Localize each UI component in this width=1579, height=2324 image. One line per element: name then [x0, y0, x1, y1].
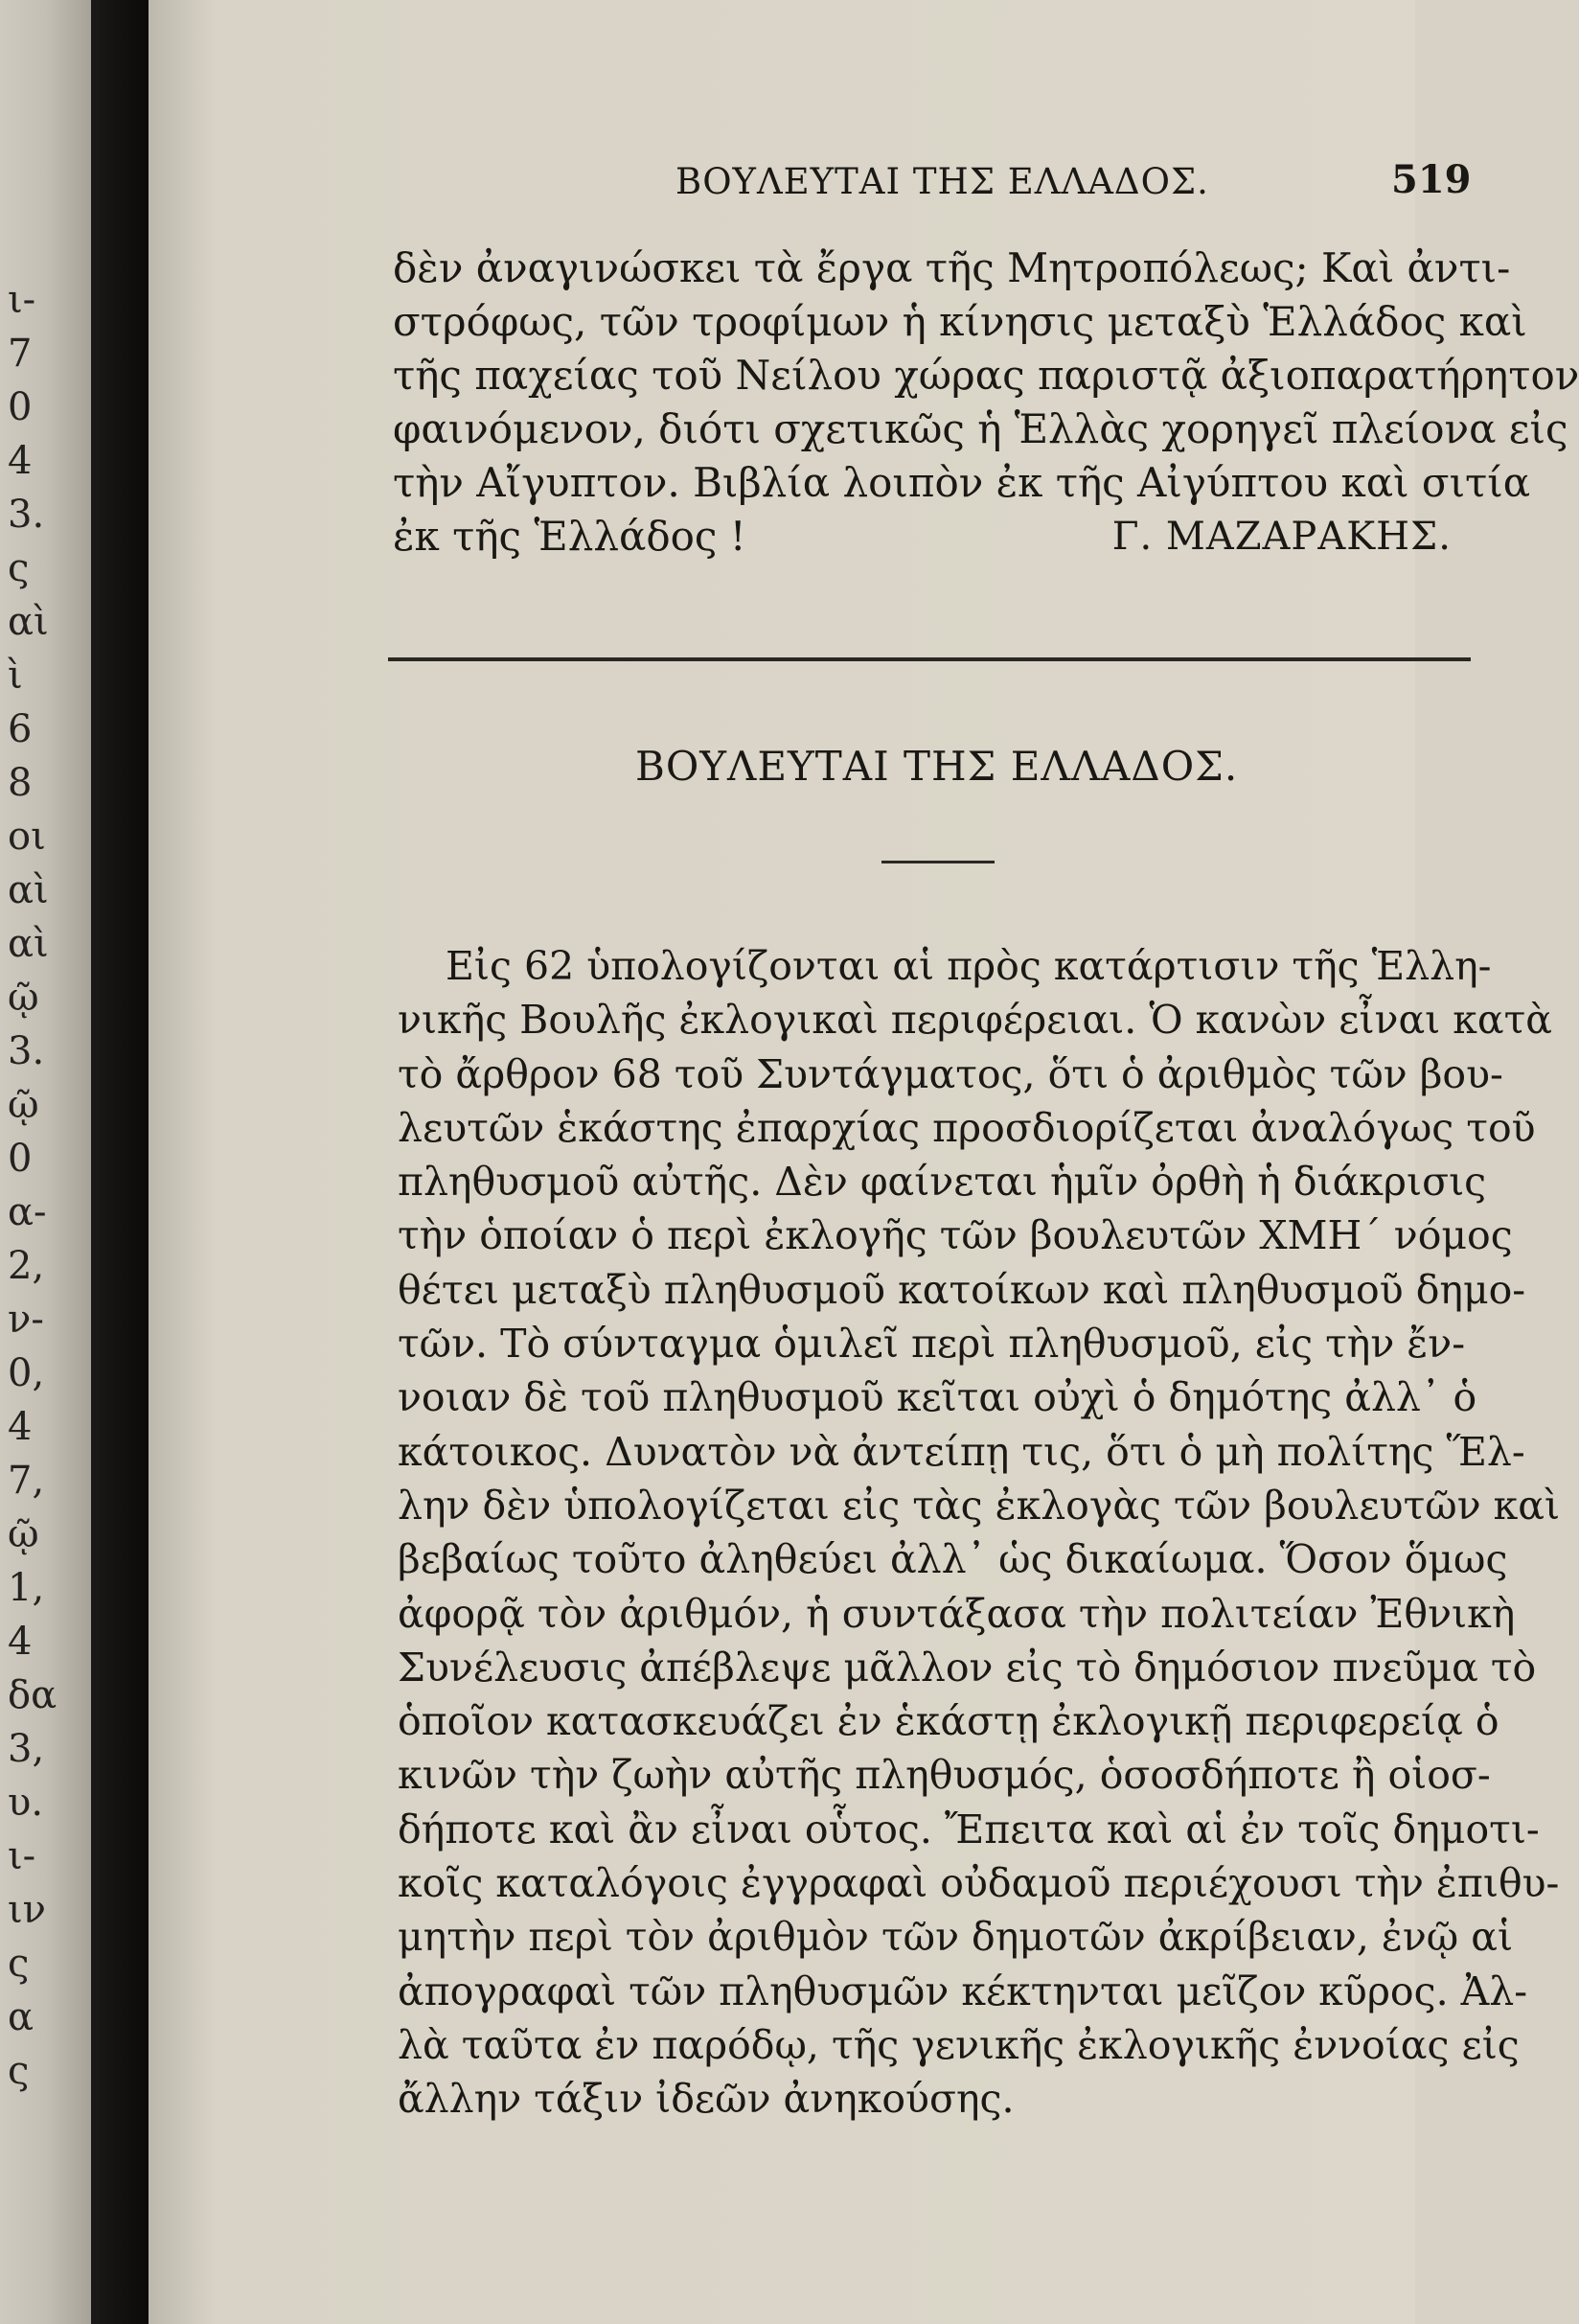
text-line: κάτοικος. Δυνατὸν νὰ ἀντείπῃ τις, ὅτι ὁ μὴ πολίτης Ἕλ-: [398, 1428, 1525, 1475]
facing-page-fragment: ιν: [8, 1888, 46, 1932]
running-head: ΒΟΥΛΕΥΤΑΙ ΤΗΣ ΕΛΛΑΔΟΣ.: [675, 161, 1209, 202]
facing-page-fragment: 6: [8, 707, 33, 751]
text-line: πληθυσμοῦ αὐτῆς. Δὲν φαίνεται ἡμῖν ὀρθὴ ἡ διάκρισις: [398, 1159, 1487, 1206]
facing-page-fragment: α-: [8, 1190, 47, 1234]
facing-page-fragment: 7: [8, 332, 33, 376]
text-line: βεβαίως τοῦτο ἀληθεύει ἀλλ᾽ ὡς δικαίωμα. Ὅσον ὅμως: [398, 1536, 1508, 1583]
facing-page-fragment: οι: [8, 815, 46, 859]
facing-page-fragment: 3.: [8, 1029, 45, 1073]
facing-page-fragment: ς: [8, 546, 30, 590]
facing-page-fragment: ν-: [8, 1298, 44, 1342]
book-gutter: [91, 0, 149, 2324]
text-line: θέτει μεταξὺ πληθυσμοῦ κατοίκων καὶ πληθυσμοῦ δημο-: [398, 1266, 1526, 1313]
text-line: νοιαν δὲ τοῦ πληθυσμοῦ κεῖται οὐχὶ ὁ δημότης ἀλλ᾽ ὁ: [398, 1374, 1477, 1421]
facing-page-fragment: ι-: [8, 278, 36, 322]
facing-page-fragment: 0,: [8, 1351, 45, 1395]
text-line: ἐκ τῆς Ἑλλάδος !: [393, 513, 746, 560]
facing-page-fragment: ς: [8, 1942, 30, 1986]
text-line: λευτῶν ἑκάστης ἐπαρχίας προσδιορίζεται ἀναλόγως τοῦ: [398, 1104, 1536, 1151]
text-line: ἀφορᾷ τὸν ἀριθμόν, ἡ συντάξασα τὴν πολιτείαν Ἐθνικὴ: [398, 1590, 1516, 1637]
facing-page-fragment: 4: [8, 1620, 33, 1664]
author-signature: Γ. ΜΑΖΑΡΑΚΗΣ.: [1111, 515, 1452, 559]
facing-page-fragment: ὶ: [8, 654, 23, 698]
text-line: τὴν Αἴγυπτον. Βιβλία λοιπὸν ἐκ τῆς Αἰγύπτου καὶ σιτία: [393, 459, 1531, 506]
text-line: μητὴν περὶ τὸν ἀριθμὸν τῶν δημοτῶν ἀκρίβειαν, ἐνῷ αἱ: [398, 1914, 1514, 1961]
facing-page-fragment: 2,: [8, 1244, 45, 1288]
facing-page-fragment: αὶ: [8, 922, 49, 966]
text-line: νικῆς Βουλῆς ἐκλογικαὶ περιφέρειαι. Ὁ κανὼν εἶναι κατὰ: [398, 997, 1552, 1044]
facing-page-fragment: 4: [8, 439, 33, 483]
article-body: [398, 939, 1561, 2127]
facing-page-fragment: δα: [8, 1673, 57, 1717]
text-line: τὴν ὁποίαν ὁ περὶ ἐκλογῆς τῶν βουλευτῶν ΧΜΗ΄ νόμος: [398, 1212, 1513, 1259]
text-line: ὁποῖον κατασκευάζει ἐν ἑκάστῃ ἐκλογικῇ περιφερείᾳ ὁ: [398, 1698, 1499, 1745]
facing-page-fragment: ῷ: [8, 976, 39, 1020]
facing-page-fragment: 3.: [8, 493, 45, 537]
facing-page-fragment: ς: [8, 2049, 30, 2093]
facing-page-fragment: 4: [8, 1405, 33, 1449]
text-line: Συνέλευσις ἀπέβλεψε μᾶλλον εἰς τὸ δημόσιον πνεῦμα τὸ: [398, 1644, 1537, 1691]
facing-page-fragment: ι-: [8, 1834, 36, 1878]
section-title: ΒΟΥΛΕΥΤΑΙ ΤΗΣ ΕΛΛΑΔΟΣ.: [635, 743, 1239, 790]
text-line: ἀπογραφαὶ τῶν πληθυσμῶν κέκτηνται μεῖζον κῦρος. Ἀλ-: [398, 1967, 1528, 2014]
text-line: δήποτε καὶ ἂν εἶναι οὗτος. Ἔπειτα καὶ αἱ ἐν τοῖς δημοτι-: [398, 1806, 1540, 1852]
text-line: Εἰς 62 ὑπολογίζονται αἱ πρὸς κατάρτισιν τῆς Ἑλλη-: [446, 943, 1492, 989]
facing-page-fragment: αὶ: [8, 600, 49, 644]
text-line: στρόφως, τῶν τροφίμων ἡ κίνησις μεταξὺ Ἑλλάδος καὶ: [393, 298, 1527, 345]
closing-line: [393, 510, 1452, 564]
facing-page-fragment: 3,: [8, 1727, 45, 1771]
facing-page-fragment: ῷ: [8, 1083, 39, 1127]
text-line: τῶν. Τὸ σύνταγμα ὁμιλεῖ περὶ πληθυσμοῦ, εἰς τὴν ἔν-: [398, 1321, 1466, 1368]
facing-page-fragment: 0: [8, 385, 33, 429]
facing-page-fragment: ῷ: [8, 1512, 39, 1556]
facing-page-fragment: 8: [8, 761, 33, 805]
text-line: κοῖς καταλόγοις ἐγγραφαὶ οὐδαμοῦ περιέχουσι τὴν ἐπιθυ-: [398, 1860, 1560, 1907]
section-divider: [388, 657, 1471, 661]
text-line: ἄλλην τάξιν ἰδεῶν ἀνηκούσης.: [398, 2076, 1015, 2123]
facing-page-fragment: α: [8, 1995, 34, 2039]
book-page: [149, 0, 1579, 2324]
text-line: λην δὲν ὑπολογίζεται εἰς τὰς ἐκλογὰς τῶν βουλευτῶν καὶ: [398, 1482, 1561, 1529]
text-line: δὲν ἀναγινώσκει τὰ ἔργα τῆς Μητροπόλεως; Καὶ ἀντι-: [393, 244, 1511, 291]
facing-page-fragment: 1,: [8, 1566, 45, 1610]
facing-page-fragment: αὶ: [8, 868, 49, 912]
title-underline: [881, 861, 995, 863]
text-line: λὰ ταῦτα ἐν παρόδῳ, τῆς γενικῆς ἐκλογικῆς ἐννοίας εἰς: [398, 2021, 1520, 2068]
page-number: 519: [1391, 157, 1472, 202]
facing-page-fragment: υ.: [8, 1781, 44, 1825]
text-line: τὸ ἄρθρον 68 τοῦ Συντάγματος, ὅτι ὁ ἀριθμὸς τῶν βου-: [398, 1050, 1503, 1097]
text-line: κινῶν τὴν ζωὴν αὐτῆς πληθυσμός, ὁσοσδήποτε ἢ οἱοσ-: [398, 1752, 1491, 1799]
facing-page-fragment: 0: [8, 1137, 33, 1181]
text-line: φαινόμενον, διότι σχετικῶς ἡ Ἑλλὰς χορηγεῖ πλείονα εἰς: [393, 405, 1568, 452]
previous-article-ending: [393, 242, 1579, 564]
text-line: τῆς παχείας τοῦ Νείλου χώρας παριστᾷ ἀξιοπαρατήρητον: [393, 352, 1579, 399]
facing-page-fragment: 7,: [8, 1459, 45, 1503]
